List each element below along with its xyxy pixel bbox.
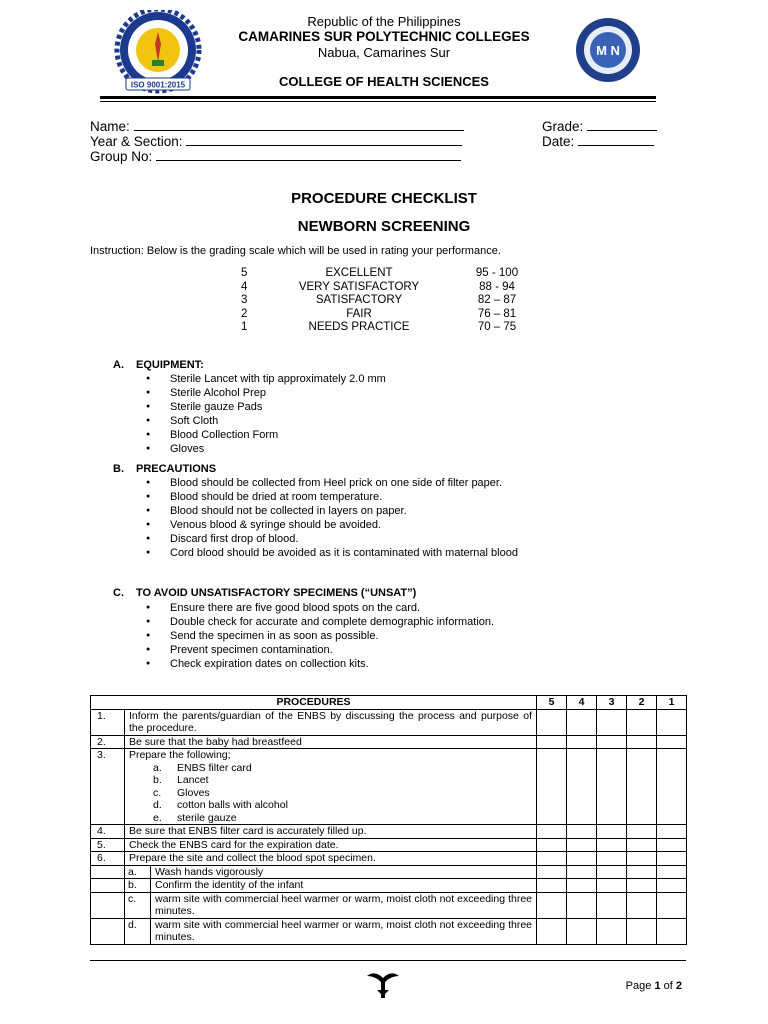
list-item: ● Sterile Lancet with tip approximately 2.0 mm bbox=[146, 372, 386, 386]
score-cell[interactable] bbox=[627, 879, 657, 893]
scale-label: EXCELLENT bbox=[325, 267, 393, 279]
header-rule-thin bbox=[100, 101, 656, 102]
table-row: 4. Be sure that ENBS filter card is accurately filled up. bbox=[91, 825, 687, 839]
score-cell[interactable] bbox=[657, 825, 687, 839]
score-cell[interactable] bbox=[627, 865, 657, 879]
scale-range: 76 – 81 bbox=[477, 307, 517, 320]
score-cell[interactable] bbox=[567, 879, 597, 893]
logo-initials: M N bbox=[596, 43, 620, 58]
list-item: ● Ensure there are five good blood spots on the card. bbox=[146, 601, 494, 615]
procedures-table bbox=[90, 695, 687, 945]
score-cell[interactable] bbox=[567, 918, 597, 944]
score-cell[interactable] bbox=[597, 879, 627, 893]
prepare-cell: Prepare the following; a. ENBS filter card b. Lancet c. Gloves d. cotton balls with alcohol e. sterile gauze bbox=[125, 749, 537, 825]
list-item: ● Blood should be dried at room temperature. bbox=[146, 490, 518, 504]
footer-rule bbox=[90, 960, 686, 961]
score-cell[interactable] bbox=[597, 838, 627, 852]
scale-score: 5 bbox=[241, 267, 248, 279]
table-row: 5. Check the ENBS card for the expiration date. bbox=[91, 838, 687, 852]
score-cell[interactable] bbox=[657, 918, 687, 944]
score-cell[interactable] bbox=[627, 918, 657, 944]
table-header-row bbox=[91, 696, 687, 710]
iso-caption: ISO 9001:2015 bbox=[130, 80, 186, 90]
score-cell[interactable] bbox=[567, 865, 597, 879]
score-cell[interactable] bbox=[657, 709, 687, 735]
score-col-5: 5 bbox=[537, 696, 567, 710]
score-cell[interactable] bbox=[597, 825, 627, 839]
scale-score: 3 bbox=[241, 294, 248, 307]
score-cell[interactable] bbox=[627, 735, 657, 749]
score-cell[interactable] bbox=[537, 865, 567, 879]
scale-label: NEEDS PRACTICE bbox=[308, 321, 410, 334]
scale-range: 82 – 87 bbox=[477, 294, 517, 307]
college-name: CAMARINES SUR POLYTECHNIC COLLEGES bbox=[238, 29, 530, 44]
score-cell[interactable] bbox=[657, 852, 687, 866]
list-item: ● Check expiration dates on collection kits. bbox=[146, 657, 494, 671]
score-cell[interactable] bbox=[657, 879, 687, 893]
score-cell[interactable] bbox=[537, 735, 567, 749]
score-cell[interactable] bbox=[597, 735, 627, 749]
score-cell[interactable] bbox=[537, 749, 567, 825]
procedures-header: PROCEDURES bbox=[91, 696, 537, 710]
list-item: ● Blood should not be collected in layers on paper. bbox=[146, 504, 518, 518]
header-rule bbox=[100, 96, 656, 99]
score-cell[interactable] bbox=[627, 892, 657, 918]
footer-ornament-icon bbox=[365, 968, 401, 1002]
score-cell[interactable] bbox=[567, 749, 597, 825]
score-cell[interactable] bbox=[537, 838, 567, 852]
score-cell[interactable] bbox=[537, 709, 567, 735]
list-item: ● Send the specimen in as soon as possible. bbox=[146, 629, 494, 643]
year-section-field: Year & Section: bbox=[90, 134, 462, 149]
score-cell[interactable] bbox=[657, 838, 687, 852]
list-item: ● Gloves bbox=[146, 442, 386, 456]
table-row: 1. Inform the parents/guardian of the ENBS by discussing the process and purpose of the procedure. bbox=[91, 709, 687, 735]
scale-label: SATISFACTORY bbox=[315, 294, 403, 307]
score-cell[interactable] bbox=[657, 892, 687, 918]
scale-range: 95 - 100 bbox=[475, 267, 519, 279]
section-c-heading: C. TO AVOID UNSATISFACTORY SPECIMENS (“UNSAT”) bbox=[113, 587, 417, 599]
table-row: a. Wash hands vigorously bbox=[91, 865, 687, 879]
instruction-text: Instruction: Below is the grading scale which will be used in rating your performance. bbox=[90, 245, 501, 257]
score-cell[interactable] bbox=[597, 709, 627, 735]
republic-text: Republic of the Philippines bbox=[307, 14, 461, 29]
list-item: ● Double check for accurate and complete demographic information. bbox=[146, 615, 494, 629]
scale-row bbox=[0, 281, 768, 295]
scale-score: 4 bbox=[241, 280, 248, 293]
score-cell[interactable] bbox=[537, 892, 567, 918]
score-col-4: 4 bbox=[567, 696, 597, 710]
table-row: b. Confirm the identity of the infant bbox=[91, 879, 687, 893]
score-cell[interactable] bbox=[627, 852, 657, 866]
score-col-2: 2 bbox=[627, 696, 657, 710]
page-subtitle: NEWBORN SCREENING bbox=[297, 218, 471, 235]
department-name: COLLEGE OF HEALTH SCIENCES bbox=[279, 74, 489, 89]
table-row: d. warm site with commercial heel warmer or warm, moist cloth not exceeding three minutes. bbox=[91, 918, 687, 944]
list-item: ● Sterile Alcohol Prep bbox=[146, 386, 386, 400]
score-col-1: 1 bbox=[657, 696, 687, 710]
score-cell[interactable] bbox=[627, 709, 657, 735]
score-cell[interactable] bbox=[597, 892, 627, 918]
scale-label: VERY SATISFACTORY bbox=[298, 280, 420, 293]
score-cell[interactable] bbox=[627, 838, 657, 852]
prep-item: d. cotton balls with alcohol bbox=[153, 799, 288, 811]
score-cell[interactable] bbox=[657, 735, 687, 749]
date-field: Date: bbox=[542, 134, 654, 149]
score-cell[interactable] bbox=[597, 865, 627, 879]
score-cell[interactable] bbox=[567, 852, 597, 866]
scale-row bbox=[0, 321, 768, 335]
score-cell[interactable] bbox=[567, 892, 597, 918]
prep-item: c. Gloves bbox=[153, 786, 210, 799]
table-row: 3. Prepare the following; a. ENBS filter card b. Lancet c. Gloves d. cotton balls with alcohol e. sterile gauze bbox=[91, 749, 687, 825]
prep-item: e. sterile gauze bbox=[153, 811, 237, 824]
score-cell[interactable] bbox=[567, 735, 597, 749]
score-col-3: 3 bbox=[597, 696, 627, 710]
scale-label: FAIR bbox=[346, 307, 372, 320]
score-cell[interactable] bbox=[597, 749, 627, 825]
score-cell[interactable] bbox=[537, 918, 567, 944]
page-number: Page 1 of 2 bbox=[625, 980, 682, 992]
list-item: ● Sterile gauze Pads bbox=[146, 400, 386, 414]
score-cell[interactable] bbox=[567, 709, 597, 735]
list-item: ● Blood Collection Form bbox=[146, 428, 386, 442]
scale-range: 88 - 94 bbox=[479, 280, 515, 293]
score-cell[interactable] bbox=[597, 852, 627, 866]
scale-row bbox=[0, 308, 768, 322]
list-item: ● Prevent specimen contamination. bbox=[146, 643, 494, 657]
list-item: ● Cord blood should be avoided as it is contaminated with maternal blood bbox=[146, 546, 518, 560]
list-item: ● Soft Cloth bbox=[146, 414, 386, 428]
score-cell[interactable] bbox=[567, 838, 597, 852]
group-no-field: Group No: bbox=[90, 149, 461, 164]
table-row: 2. Be sure that the baby had breastfeed bbox=[91, 735, 687, 749]
scale-row bbox=[0, 267, 768, 281]
score-cell[interactable] bbox=[537, 879, 567, 893]
college-location: Nabua, Camarines Sur bbox=[317, 45, 451, 60]
name-field: Name: bbox=[90, 119, 464, 134]
score-cell[interactable] bbox=[657, 749, 687, 825]
score-cell[interactable] bbox=[567, 825, 597, 839]
prep-item: a. ENBS filter card bbox=[153, 761, 252, 774]
scale-score: 2 bbox=[241, 307, 248, 320]
score-cell[interactable] bbox=[537, 852, 567, 866]
score-cell[interactable] bbox=[597, 918, 627, 944]
scale-range: 70 – 75 bbox=[477, 321, 517, 334]
prep-item: b. Lancet bbox=[153, 774, 209, 786]
score-cell[interactable] bbox=[627, 749, 657, 825]
list-item: ● Blood should be collected from Heel prick on one side of filter paper. bbox=[146, 476, 518, 490]
list-item: ● Discard first drop of blood. bbox=[146, 532, 518, 546]
unsat-list bbox=[146, 601, 494, 671]
scale-score: 1 bbox=[241, 321, 248, 334]
score-cell[interactable] bbox=[537, 825, 567, 839]
section-a-heading: A. EQUIPMENT: bbox=[113, 359, 204, 371]
score-cell[interactable] bbox=[657, 865, 687, 879]
score-cell[interactable] bbox=[627, 825, 657, 839]
equipment-list bbox=[146, 372, 386, 456]
grade-field: Grade: bbox=[542, 119, 657, 134]
page-title: PROCEDURE CHECKLIST bbox=[291, 190, 477, 207]
table-row: c. warm site with commercial heel warmer or warm, moist cloth not exceeding three minutes. bbox=[91, 892, 687, 918]
precautions-list bbox=[146, 476, 518, 560]
section-b-heading: B. PRECAUTIONS bbox=[113, 463, 217, 475]
scale-row bbox=[0, 294, 768, 308]
table-row: 6. Prepare the site and collect the blood spot specimen. bbox=[91, 852, 687, 866]
list-item: ● Venous blood & syringe should be avoided. bbox=[146, 518, 518, 532]
